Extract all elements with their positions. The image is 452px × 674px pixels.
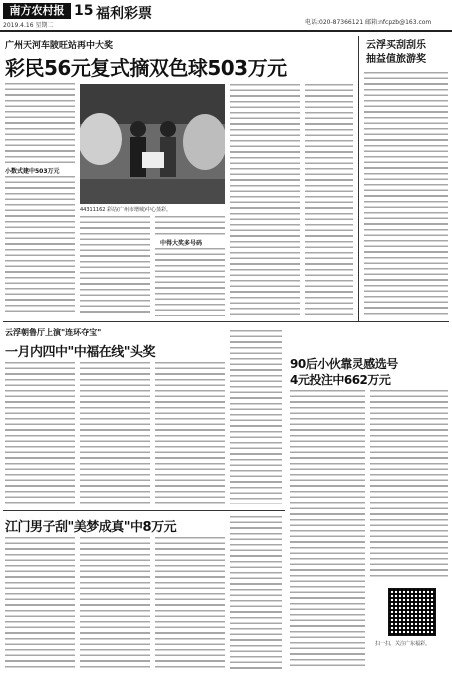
section-divider bbox=[3, 321, 449, 322]
story-two-column-2 bbox=[80, 362, 150, 504]
sidebar-divider bbox=[358, 36, 359, 321]
masthead bbox=[0, 0, 452, 32]
story-two-column-4 bbox=[230, 330, 282, 504]
issue-date: 2019.4.16 星期二 bbox=[3, 22, 54, 29]
story-four-divider bbox=[3, 510, 285, 511]
story-three-headline-line1: 90后小伙靠灵感选号 bbox=[290, 357, 398, 371]
story-three-column-1 bbox=[290, 390, 365, 670]
lead-body-column-3b bbox=[155, 248, 225, 316]
sidebar-title-line2: 抽益值旅游奖 bbox=[366, 54, 426, 65]
lead-body-column-1 bbox=[5, 83, 75, 163]
story-four-column-3 bbox=[155, 537, 225, 670]
story-two-column-1 bbox=[5, 362, 75, 504]
newspaper-logo: 南方农村报 bbox=[3, 3, 71, 19]
lead-body-column-1b bbox=[5, 176, 75, 316]
sidebar-title-line1: 云浮买刮刮乐 bbox=[366, 40, 426, 51]
qr-code[interactable] bbox=[388, 588, 436, 636]
story-four-column-2 bbox=[80, 537, 150, 670]
story-four-column-1 bbox=[5, 537, 75, 670]
lion-dance-photo bbox=[80, 84, 225, 204]
lead-section-label: 中得大奖多号码 bbox=[160, 240, 203, 247]
story-three-headline-line2: 4元投注中662万元 bbox=[290, 373, 391, 387]
lead-kicker: 广州天河车陂旺站再中大奖 bbox=[5, 41, 114, 51]
lead-subhead: 小数式建中503万元 bbox=[5, 168, 60, 175]
sidebar-body bbox=[364, 72, 448, 316]
lead-photo-caption: 44311162 彩站(广州市增城)中心蒸彩。 bbox=[80, 207, 171, 213]
story-three-column-2 bbox=[370, 390, 448, 580]
story-four-column-4 bbox=[230, 516, 282, 670]
lead-photo bbox=[80, 84, 225, 204]
lead-body-column-5 bbox=[305, 84, 353, 316]
story-four-headline: 江门男子刮"美梦成真"中8万元 bbox=[5, 520, 177, 535]
lead-body-column-4 bbox=[230, 84, 300, 316]
story-two-column-3 bbox=[155, 362, 225, 504]
section-title: 福利彩票 bbox=[96, 6, 152, 22]
lead-body-column-3a bbox=[155, 216, 225, 236]
contact-info: 电话:020-87366121 邮箱:nfcpzb@163.com bbox=[305, 19, 432, 26]
lead-body-column-2 bbox=[80, 216, 150, 316]
page-number: 15 bbox=[74, 3, 94, 19]
qr-caption: 扫一扫，关注广东福彩。 bbox=[375, 641, 431, 647]
story-two-kicker: 云浮朝鲁厅上演"连环夺宝" bbox=[5, 328, 102, 337]
lead-headline: 彩民56元复式摘双色球503万元 bbox=[5, 56, 287, 80]
story-two-headline: 一月内四中"中福在线"头奖 bbox=[5, 345, 156, 360]
